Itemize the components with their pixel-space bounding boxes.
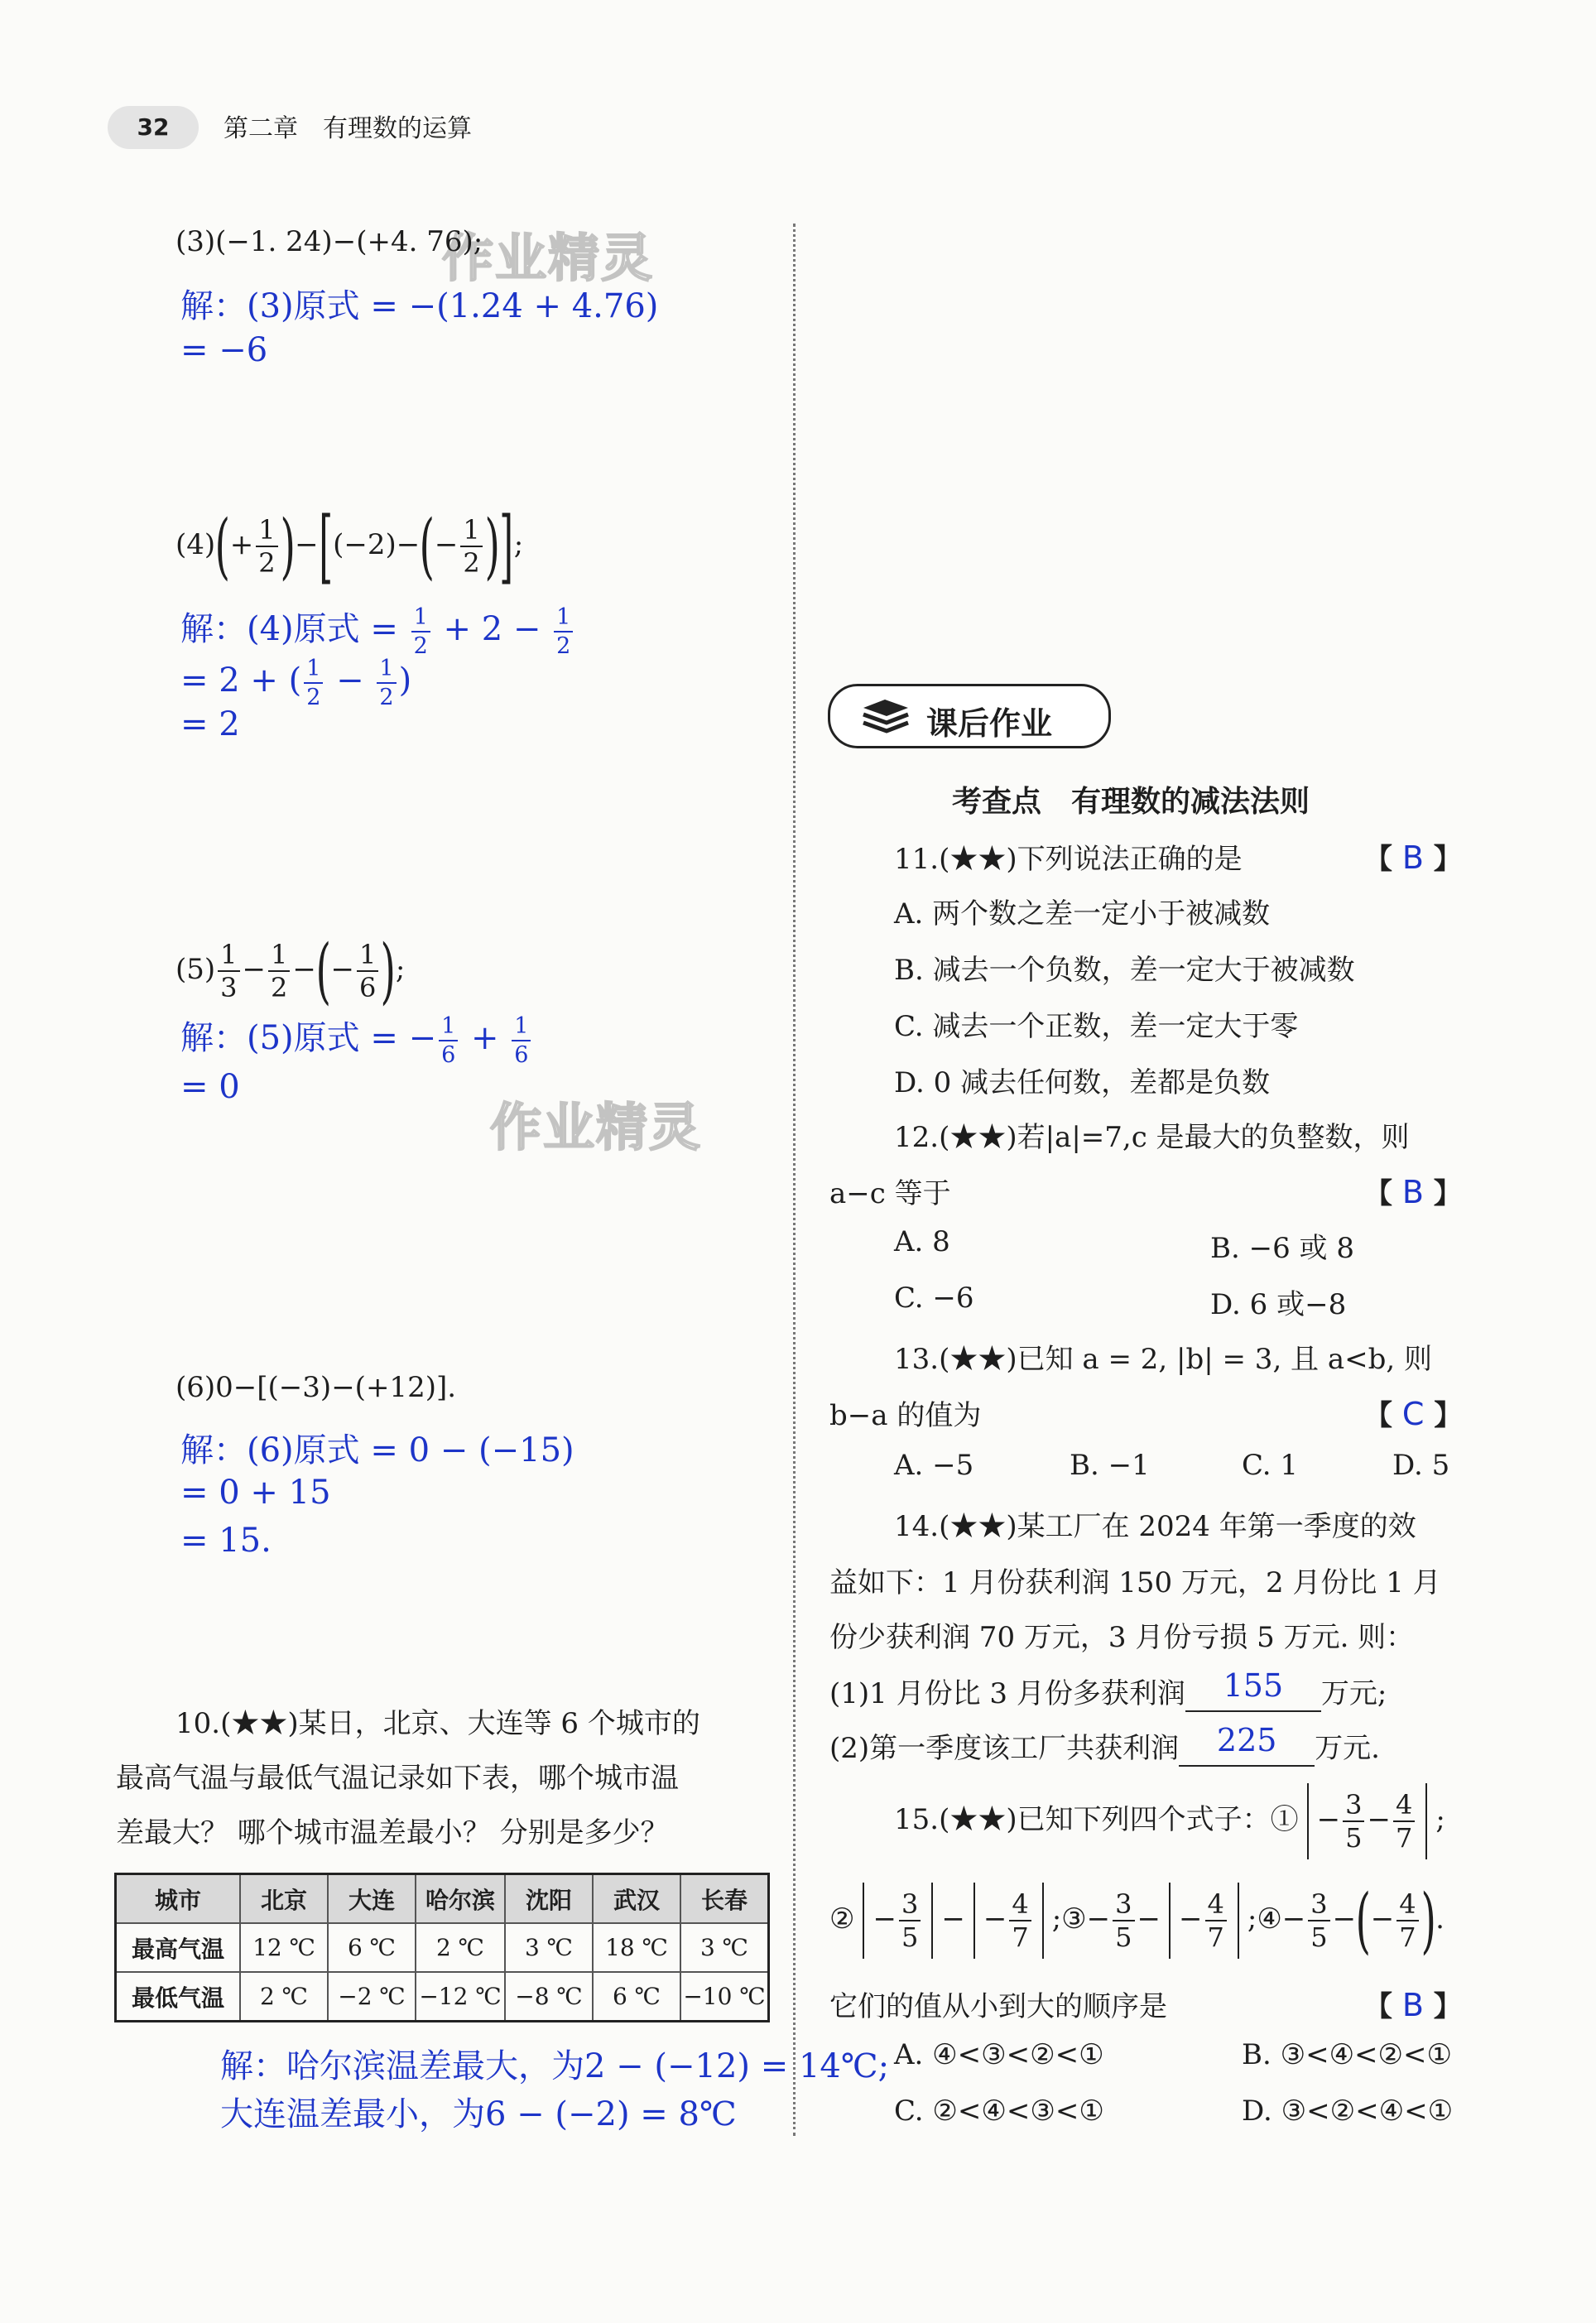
answer-5-line1: 解：(5)原式 = − $\frac{1}{6}$ + $\frac{1}{6}$: [180, 1012, 533, 1066]
fraction: $\frac{1}{3}$: [218, 941, 239, 1001]
answer-bracket-11: 【 B 】: [1364, 839, 1462, 876]
table-cell: −12 ℃: [416, 1972, 505, 2022]
question-12-line1: 12.(★★)若|a|=7,c 是最大的负整数，则: [894, 1121, 1410, 1154]
question-14-line3: 份少获利润 70 万元，3 月份亏损 5 万元. 则：: [829, 1621, 1415, 1654]
chapter-title: 第二章 有理数的运算: [224, 114, 472, 143]
problem-3: [175, 225, 483, 258]
option-d: D. 0 减去任何数，差都是负数: [894, 1066, 1271, 1099]
problem-expr: (−1. 24)−(+4. 76);: [215, 225, 483, 258]
page-number: 32: [108, 106, 199, 149]
watermark: 作业精灵: [490, 1097, 703, 1157]
answer-4-line1: 解：(4)原式 = $\frac{1}{2}$ + 2 − $\frac{1}{2}$: [180, 603, 575, 657]
question-11-stem: 11.(★★)下列说法正确的是: [894, 843, 1243, 876]
problem-4: (4)(+ $\frac{1}{2}$ )−[(−2)−(− $\frac{1}{2}$ )];: [175, 500, 524, 593]
problem-label: (3): [175, 225, 216, 258]
table-header-cell: 北京: [240, 1874, 328, 1924]
table-cell: 3 ℃: [680, 1923, 769, 1972]
answer-6-line3: = 15.: [180, 1522, 272, 1560]
option-c: C. −6: [894, 1282, 974, 1315]
table-header-row: [116, 1874, 769, 1924]
option-d: D. 6 或−8: [1210, 1288, 1347, 1321]
fraction: $\frac{3}{5}$: [1343, 1792, 1364, 1851]
table-header-cell: 城市: [116, 1874, 241, 1924]
table-header-cell: 武汉: [593, 1874, 680, 1924]
fraction: $\frac{1}{2}$: [256, 517, 277, 576]
problem-6: (6)0−[(−3)−(+12)].: [175, 1371, 457, 1404]
answer-3-line1: 解：(3)原式 = −(1.24 + 4.76): [180, 287, 659, 325]
table-header-cell: 沈阳: [505, 1874, 593, 1924]
option-a: A. 8: [894, 1225, 950, 1258]
question-15-line2: ② − $\frac{3}{5}$ − − $\frac{4}{7}$ ;③− $\frac{3}{5}$ − − $\frac{4}{7}$ ;④− $\frac{3}{5}$ −(− $\frac{4}{7}$ ).: [829, 1879, 1445, 1962]
option-d: D. ③<②<④<①: [1242, 2095, 1454, 2128]
option-b: B. −1: [1070, 1449, 1150, 1482]
table-header-cell: 长春: [680, 1874, 769, 1924]
table-cell: 12 ℃: [240, 1923, 328, 1972]
table-header-cell: 大连: [328, 1874, 416, 1924]
table-row: [116, 1972, 769, 2022]
topic-heading: 考查点 有理数的减法法则: [952, 785, 1310, 819]
fraction: $\frac{4}{7}$: [1393, 1792, 1415, 1851]
question-14-sub1: (1)1 月份比 3 月份多获利润 155 万元;: [829, 1667, 1387, 1710]
option-c: C. 减去一个正数，差一定大于零: [894, 1010, 1299, 1043]
question-13-line2: b−a 的值为: [829, 1399, 982, 1432]
answer-choice: C: [1401, 1396, 1425, 1432]
question-14-line2: 益如下：1 月份获利润 150 万元，2 月份比 1 月: [829, 1566, 1441, 1599]
fraction: $\frac{1}{6}$: [357, 941, 378, 1001]
table-cell: 最低气温: [116, 1972, 241, 2022]
option-a: A. ④<③<②<①: [894, 2038, 1104, 2071]
answer-choice: B: [1401, 839, 1424, 876]
watermark: 作业精灵: [442, 228, 655, 288]
table-cell: 2 ℃: [416, 1923, 505, 1972]
answer-bracket-15: 【 B 】: [1364, 1987, 1462, 2023]
section-title: 课后作业: [926, 705, 1053, 742]
table-cell: 18 ℃: [593, 1923, 680, 1972]
section-banner: [828, 684, 1111, 748]
problem-label: (4): [175, 528, 216, 561]
answer-3-line2: = −6: [180, 331, 268, 369]
question-14-line1: 14.(★★)某工厂在 2024 年第一季度的效: [894, 1510, 1416, 1543]
question-15-line1: 15.(★★)已知下列四个式子：① − $\frac{3}{5}$ − $\frac{4}{7}$ ;: [894, 1783, 1445, 1859]
table-row: [116, 1923, 769, 1972]
answer-value: 225: [1216, 1722, 1277, 1758]
question-14-sub2: (2)第一季度该工厂共获利润 225 万元.: [829, 1722, 1380, 1765]
answer-5-line2: = 0: [180, 1068, 240, 1106]
option-c: C. 1: [1242, 1449, 1299, 1482]
question-10-line2: 最高气温与最低气温记录如下表，哪个城市温: [116, 1762, 679, 1795]
table-cell: −8 ℃: [505, 1972, 593, 2022]
answer-10-line1: 解：哈尔滨温差最大，为2 − (−12) = 14℃;: [220, 2047, 890, 2085]
table-cell: 6 ℃: [593, 1972, 680, 2022]
fraction: $\frac{1}{2}$: [460, 517, 482, 576]
table-cell: 6 ℃: [328, 1923, 416, 1972]
answer-4-line3: = 2: [180, 705, 240, 743]
question-10-line3: 差最大？ 哪个城市温差最小？ 分别是多少？: [116, 1816, 669, 1849]
answer-6-line1: 解：(6)原式 = 0 − (−15): [180, 1431, 574, 1469]
answer-blank: [1179, 1722, 1315, 1767]
fraction: $\frac{1}{2}$: [268, 941, 290, 1001]
column-divider: [793, 224, 796, 2136]
option-a: A. 两个数之差一定小于被减数: [894, 897, 1271, 931]
answer-bracket-12: 【 B 】: [1364, 1174, 1462, 1210]
option-b: B. 减去一个负数，差一定大于被减数: [894, 954, 1355, 987]
question-12-line2: a−c 等于: [829, 1177, 951, 1210]
answer-choice: B: [1401, 1174, 1424, 1210]
problem-label: (5): [175, 953, 216, 986]
question-13-line1: 13.(★★)已知 a = 2, |b| = 3, 且 a<b, 则: [894, 1343, 1433, 1376]
answer-bracket-13: 【 C 】: [1364, 1396, 1463, 1432]
books-icon: [860, 698, 911, 734]
table-cell: 最高气温: [116, 1923, 241, 1972]
answer-6-line2: = 0 + 15: [180, 1474, 331, 1512]
answer-choice: B: [1401, 1987, 1424, 2023]
question-10-line1: 10.(★★)某日，北京、大连等 6 个城市的: [175, 1707, 700, 1740]
option-c: C. ②<④<③<①: [894, 2095, 1104, 2128]
problem-5: (5) $\frac{1}{3}$ − $\frac{1}{2}$ −(− $\frac{1}{6}$ );: [175, 930, 406, 1012]
option-a: A. −5: [894, 1449, 974, 1482]
option-b: B. −6 或 8: [1210, 1232, 1354, 1265]
answer-10-line2: 大连温差最小，为6 − (−2) = 8℃: [220, 2095, 737, 2133]
table-cell: 3 ℃: [505, 1923, 593, 1972]
table-cell: −2 ℃: [328, 1972, 416, 2022]
option-d: D. 5: [1392, 1449, 1450, 1482]
answer-blank: [1185, 1667, 1321, 1712]
answer-4-line2: = 2 + ( $\frac{1}{2}$ − $\frac{1}{2}$ ): [180, 656, 412, 710]
answer-value: 155: [1223, 1667, 1284, 1704]
temperature-table: [114, 1873, 770, 2022]
table-header-cell: 哈尔滨: [416, 1874, 505, 1924]
question-15-line3: 它们的值从小到大的顺序是: [829, 1990, 1167, 2023]
option-b: B. ③<④<②<①: [1242, 2038, 1452, 2071]
table-cell: −10 ℃: [680, 1972, 769, 2022]
table-cell: 2 ℃: [240, 1972, 328, 2022]
